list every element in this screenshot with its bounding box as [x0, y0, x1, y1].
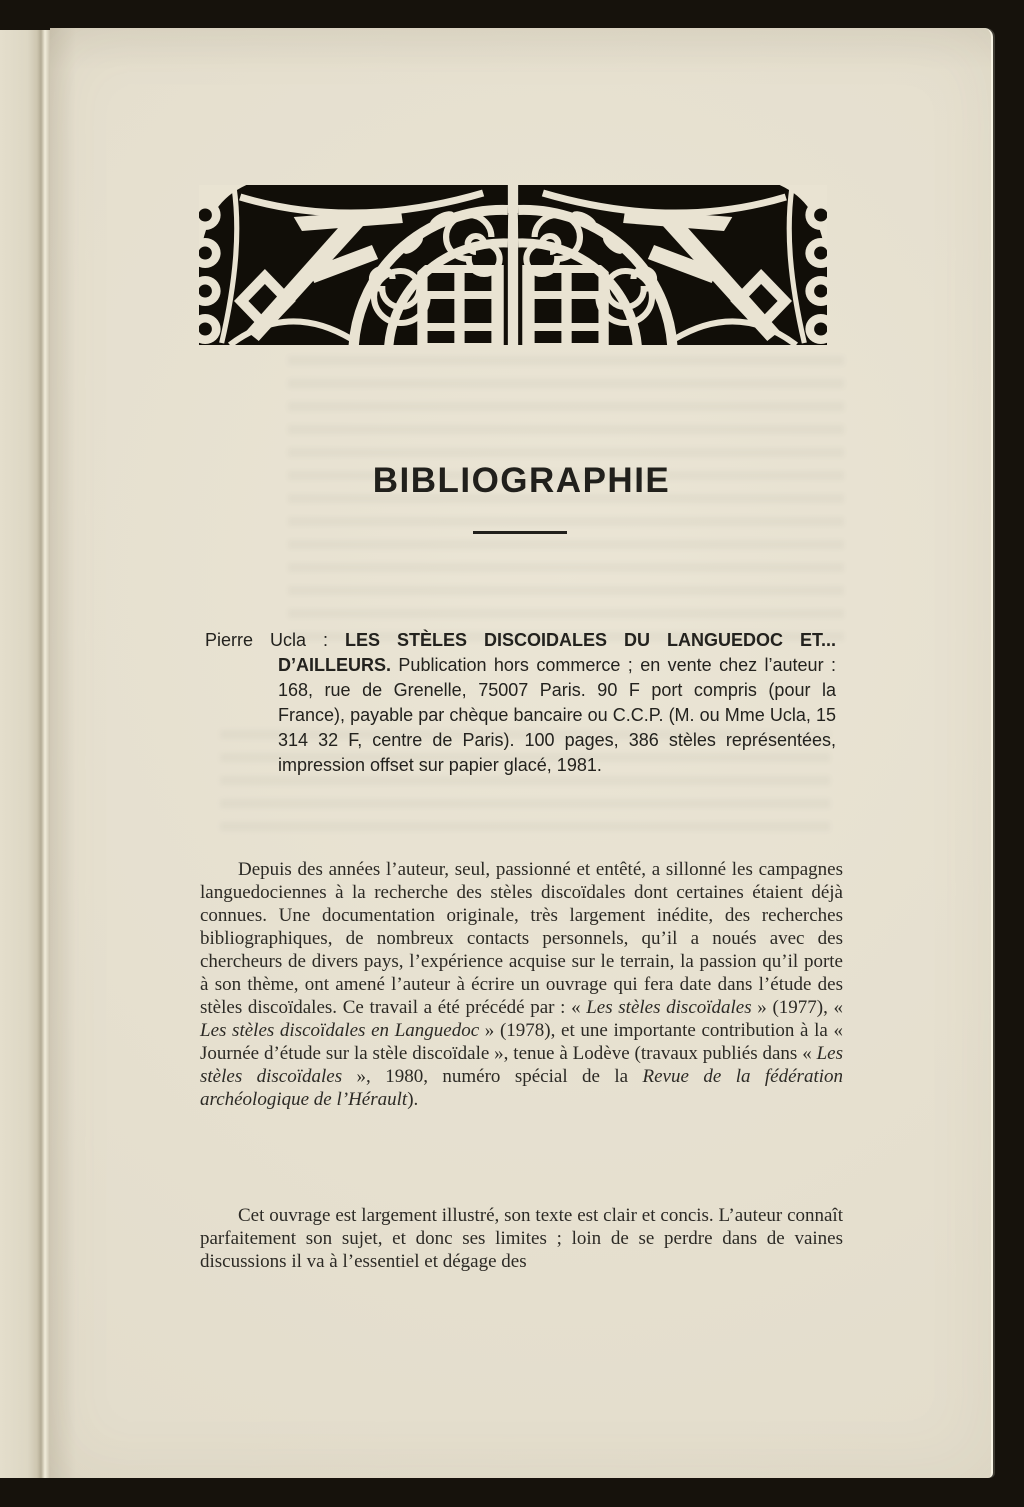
bibliography-entry: Pierre Ucla : LES STÈLES DISCOIDALES DU LANGUEDOC ET... D’AILLEURS. Publication hors commerce ; en vente chez l’auteur : 168, rue de Grenelle, 75007 Paris. 90 F port compris (pour la France), payable par chèque bancaire ou C.C.P. (M. ou Mme Ucla, 15 314 32 F, centre de Paris). 100 pages, 386 stèles représentées, impression offset sur papier glacé, 1981. — [205, 630, 836, 775]
show-through-text — [288, 356, 844, 648]
woodcut-ornament-image — [199, 185, 827, 345]
body-paragraph-1: Depuis des années l’auteur, seul, passionné et entêté, a sillonné les campagnes languedociennes à la recherche des stèles discoïdales dont certaines étaient déjà connues. Une documentation originale, très largement inédite, des recherches bibliographiques, de nombreux contacts personnels, qu’il a noués avec des chercheurs de divers pays, l’expérience acquise sur le terrain, la passion qu’il porte à son thème, ont amené l’auteur à écrire un ouvrage qui fera date dans l’étude des stèles discoïdales. Ce travail a été précédé par : « Les stèles discoïdales » (1977), « Les stèles discoïdales en Languedoc » (1978), et une importante contribution à la « Journée d’étude sur la stèle discoïdale », tenue à Lodève (travaux publiés dans « Les stèles discoïdales », 1980, numéro spécial de la Revue de la fédération archéologique de l’Hérault). — [200, 859, 844, 1110]
book-page — [50, 28, 993, 1478]
facing-page-edge — [0, 30, 50, 1478]
page-title: BIBLIOGRAPHIE — [372, 461, 671, 500]
title-rule — [473, 531, 567, 534]
body-paragraph-2: Cet ouvrage est largement illustré, son texte est clair et concis. L’auteur connaît parfaitement son sujet, et donc ses limites ; loin de se perdre dans de vaines discussions il va à l’essentiel et dégage des — [200, 1205, 843, 1272]
